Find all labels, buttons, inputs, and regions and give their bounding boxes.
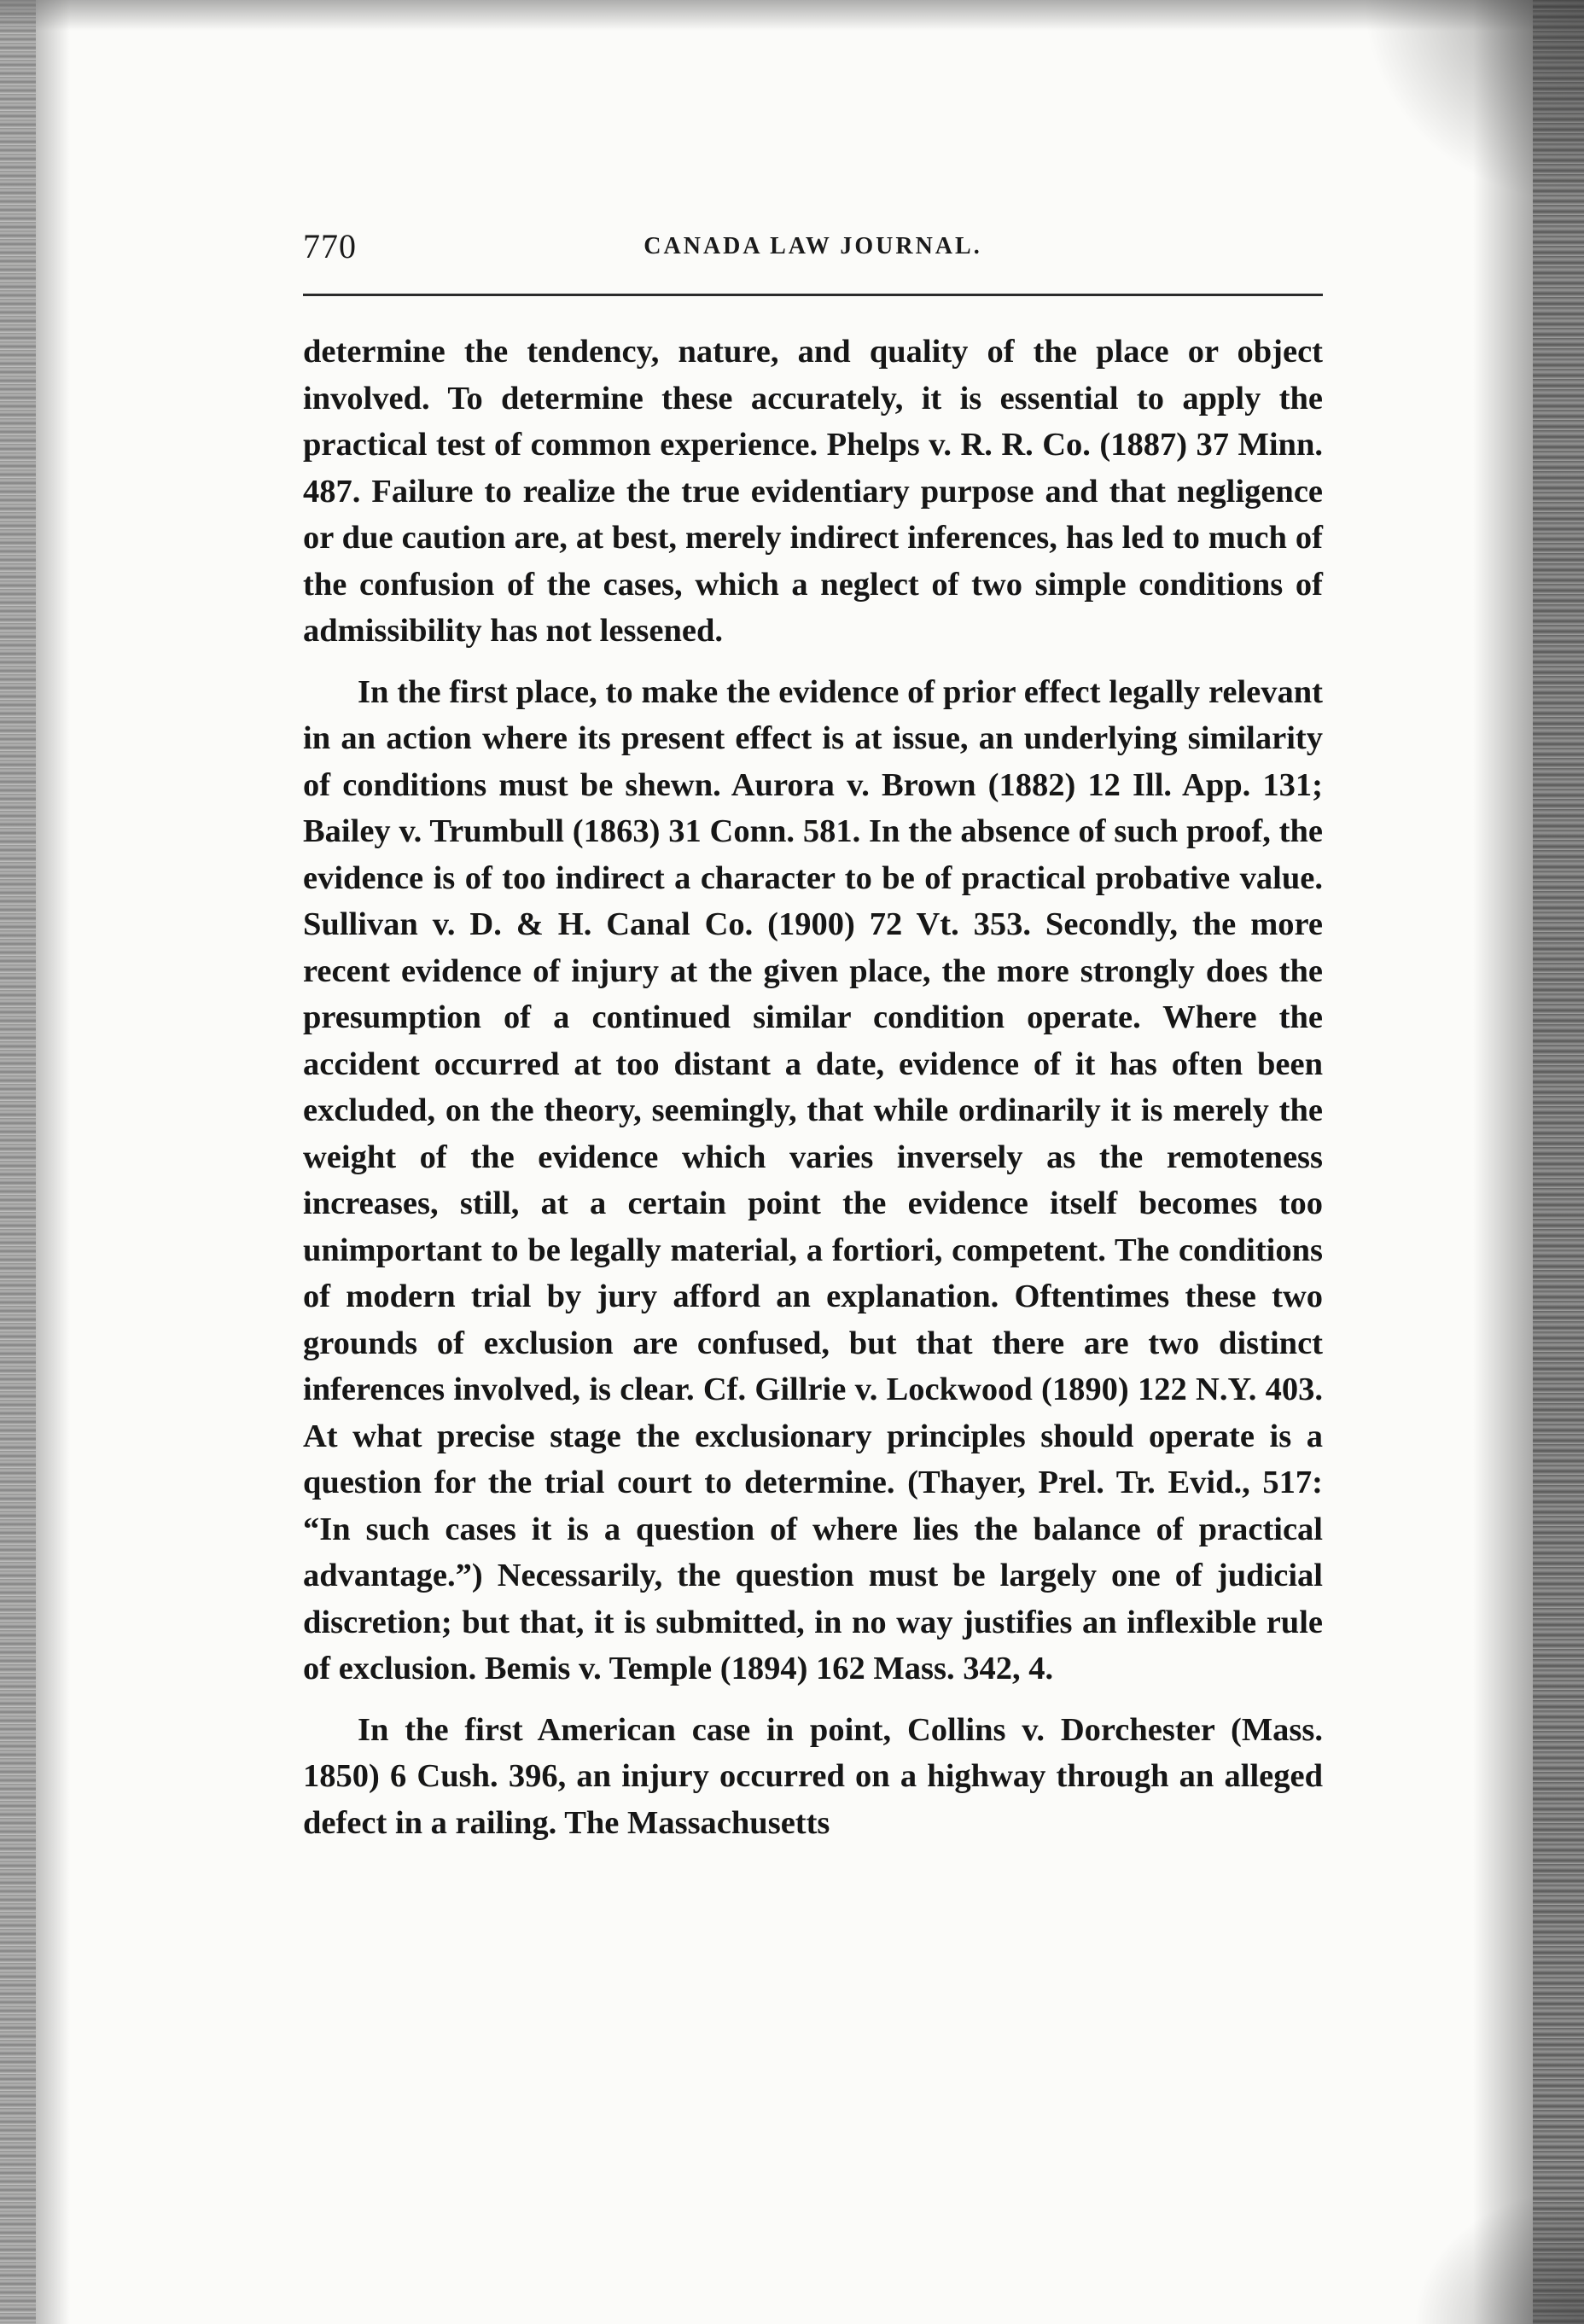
paragraph: determine the tendency, nature, and quality of the place or object involved. To determine these accurately, it is essential to apply the practical test of common experience. Phelps v. R. R. Co. (1887) 37 Minn. 487. Failure to realize the true evidentiary purpose and that negligence or due caution are, at best, merely indirect inferences, has led to much of the confusion of the cases, which a neglect of two simple conditions of admissibility has not lessened. xyxy=(303,334,1323,649)
page-number: 770 xyxy=(303,227,357,265)
header-rule xyxy=(303,294,1323,296)
page-header xyxy=(303,226,1323,277)
paragraph: In the first place, to make the evidence of prior effect legally relevant in an action where its present effect is at issue, an underlying similarity of conditions must be shewn. Aurora v. Brown (1882) 12 Ill. App. 131; Bailey v. Trumbull (1863) 31 Conn. 581. In the absence of such proof, the evidence is of too indirect a character to be of practical probative value. Sullivan v. D. & H. Canal Co. (1900) 72 Vt. 353. Secondly, the more recent evidence of injury at the given place, the more strongly does the presumption of a continued similar condition operate. Where the accident occurred at too distant a date, evidence of it has often been excluded, on the theory, seemingly, that while ordinarily it is merely the weight of the evidence which varies inversely as the remoteness increases, still, at a certain point the evidence itself becomes too unimportant to be legally material, a fortiori, competent. The conditions of modern trial by jury afford an explanation. Oftentimes these two grounds of exclusion are confused, but that there are two distinct inferences involved, is clear. Cf. Gillrie v. Lockwood (1890) 122 N.Y. 403. At what precise stage the exclusionary principles should operate is a question for the trial court to determine. (Thayer, Prel. Tr. Evid., 517: “In such cases it is a question of where lies the balance of practical advantage.”) Necessarily, the question must be largely one of judicial discretion; but that, it is submitted, in no way justifies an inflexible rule of exclusion. Bemis v. Temple (1894) 162 Mass. 342, 4. xyxy=(303,673,1323,1686)
body-text xyxy=(303,329,1323,1846)
scan-edge-right xyxy=(1533,0,1584,2324)
scan-edge-right-shadow xyxy=(1473,0,1533,2324)
scan-corner-top-right xyxy=(1362,0,1584,205)
running-head: CANADA LAW JOURNAL. xyxy=(644,233,982,259)
scan-edge-left-shadow xyxy=(36,0,70,2324)
scan-edge-left xyxy=(0,0,36,2324)
scan-edge-top xyxy=(0,0,1584,31)
scan-corner-bottom-right xyxy=(1413,2187,1584,2324)
paragraph: In the first American case in point, Collins v. Dorchester (Mass. 1850) 6 Cush. 396, an injury occurred on a highway through an alleged defect in a railing. The Massachusetts xyxy=(303,1711,1323,1841)
